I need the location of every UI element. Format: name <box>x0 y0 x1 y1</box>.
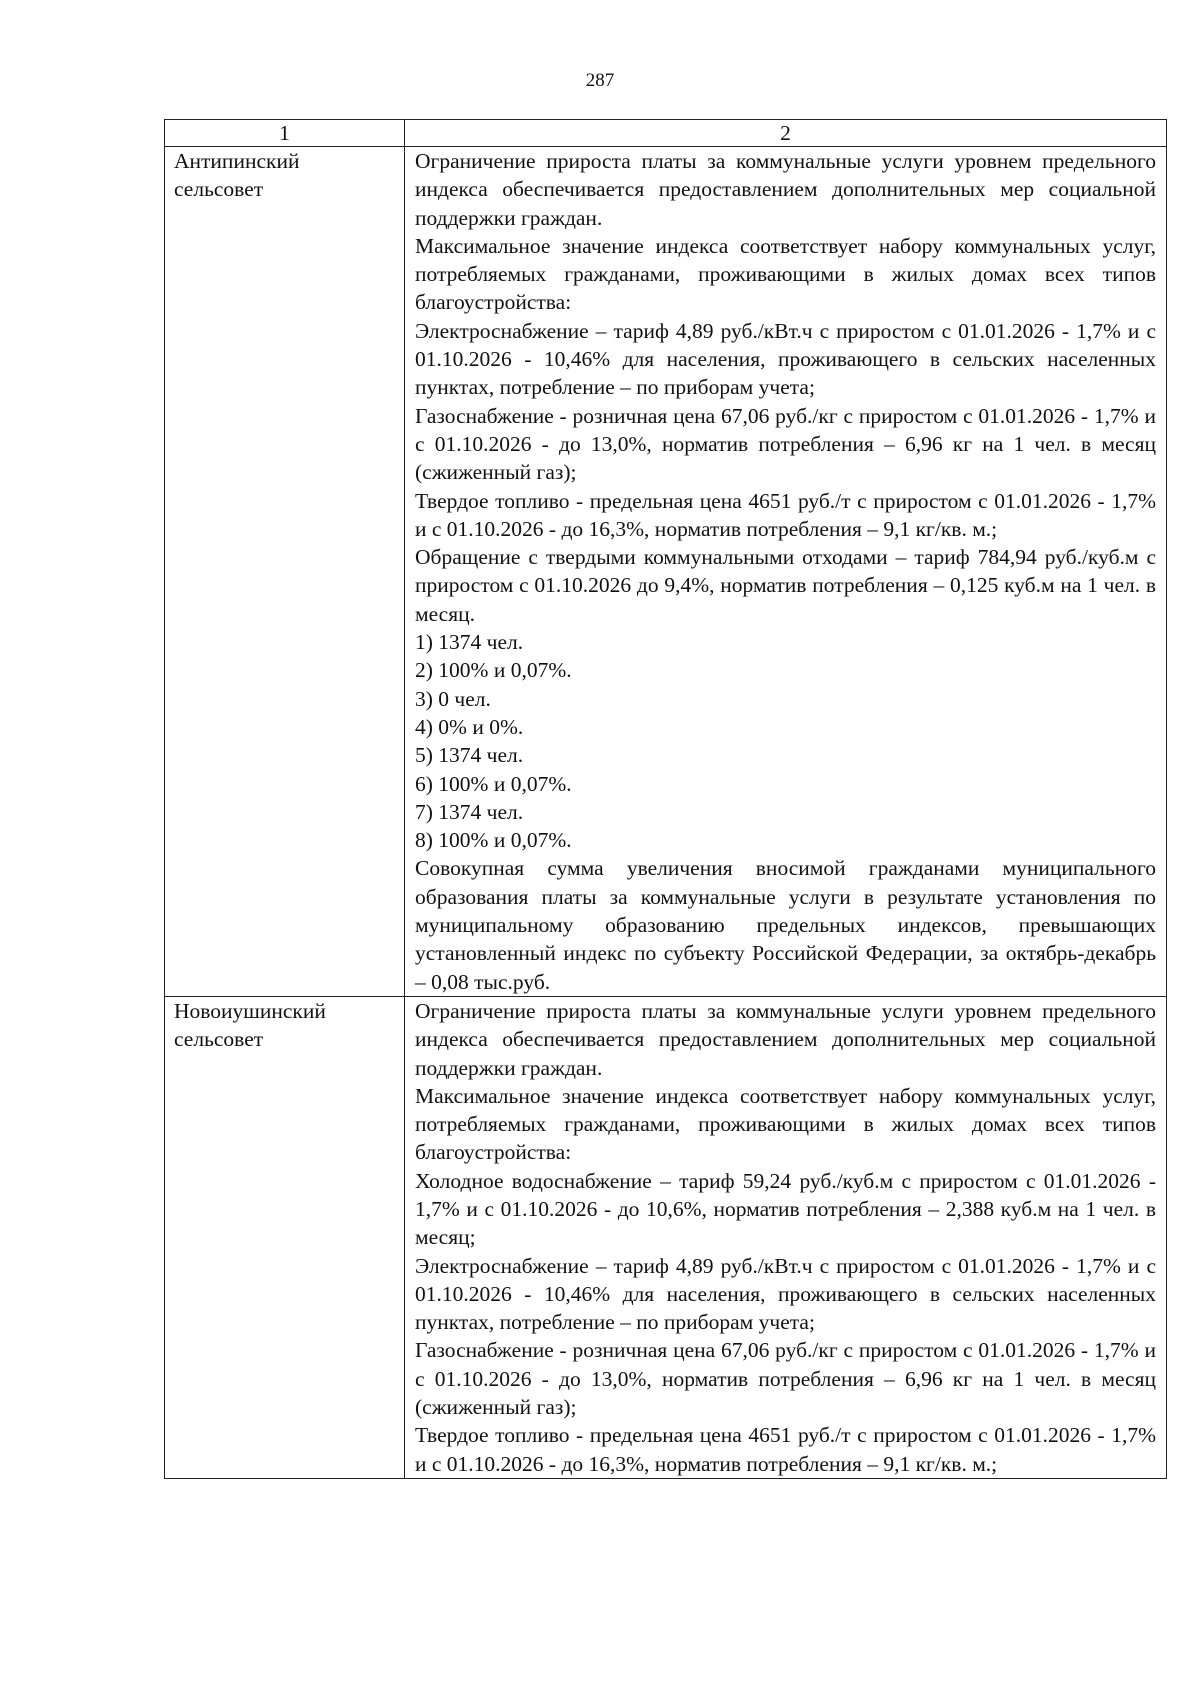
municipality-type: сельсовет <box>174 1027 264 1052</box>
municipality-type: сельсовет <box>174 177 264 202</box>
municipality-name: Антипинский <box>174 149 300 173</box>
list-item: 4) 0% и 0%. <box>415 714 524 739</box>
paragraph-electricity: Электроснабжение – тариф 4,89 руб./кВт.ч с приростом с 01.01.2026 - 1,7% и с 01.10.2026 - 10,46% для населения, проживающего в сельских населенных пунктах, потребление – по приборам учета; <box>415 318 1156 400</box>
paragraph-limit: Ограничение прироста платы за коммунальные услуги уровнем предельного индекса обеспечивается предоставлением дополнительных мер социальной поддержки граждан. <box>415 998 1156 1080</box>
column-header-2: 2 <box>405 120 1167 147</box>
column-header-1: 1 <box>165 120 405 147</box>
paragraph-solid-fuel: Твердое топливо - предельная цена 4651 руб./т с приростом с 01.01.2026 - 1,7% и с 01.10.2026 - до 16,3%, норматив потребления – 9,1 кг/кв. м.; <box>415 1423 1156 1476</box>
list-item: 3) 0 чел. <box>415 686 491 711</box>
paragraph-summary: Совокупная сумма увеличения вносимой гражданами муниципального образования платы за коммунальные услуги в результате установления по муниципальному образованию предельных индексов, превышающих установленный индекс по субъекту Российской Федерации, за октябрь-декабрь – 0,08 тыс.руб. <box>415 856 1156 994</box>
table-header-row <box>165 120 1167 147</box>
list-item: 8) 100% и 0,07%. <box>415 828 572 853</box>
list-item: 6) 100% и 0,07%. <box>415 771 572 796</box>
paragraph-waste: Обращение с твердыми коммунальными отходами – тариф 784,94 руб./куб.м с приростом с 01.10.2026 до 9,4%, норматив потребления – 0,125 куб.м на 1 чел. в месяц. <box>415 545 1156 626</box>
paragraph-gas: Газоснабжение - розничная цена 67,06 руб./кг с приростом с 01.01.2026 - 1,7% и с 01.10.2026 - до 13,0%, норматив потребления – 6,96 кг на 1 чел. в месяц (сжиженный газ); <box>415 403 1156 485</box>
paragraph-gas: Газоснабжение - розничная цена 67,06 руб./кг с приростом с 01.01.2026 - 1,7% и с 01.10.2026 - до 13,0%, норматив потребления – 6,96 кг на 1 чел. в месяц (сжиженный газ); <box>415 1338 1156 1420</box>
list-item: 7) 1374 чел. <box>415 799 524 824</box>
list-item: 1) 1374 чел. <box>415 630 524 655</box>
table-row <box>165 147 1167 997</box>
paragraph-solid-fuel: Твердое топливо - предельная цена 4651 руб./т с приростом с 01.01.2026 - 1,7% и с 01.10.2026 - до 16,3%, норматив потребления – 9,1 кг/кв. м.; <box>415 488 1156 541</box>
description-cell <box>405 996 1167 1478</box>
description-cell <box>405 147 1167 997</box>
municipality-name-cell <box>165 147 405 997</box>
paragraph-electricity: Электроснабжение – тариф 4,89 руб./кВт.ч с приростом с 01.01.2026 - 1,7% и с 01.10.2026 - 10,46% для населения, проживающего в сельских населенных пунктах, потребление – по приборам учета; <box>415 1253 1156 1335</box>
municipality-name: Новоиушинский <box>174 998 326 1023</box>
table-row <box>165 996 1167 1478</box>
list-item: 2) 100% и 0,07%. <box>415 658 572 683</box>
list-item: 5) 1374 чел. <box>415 743 524 768</box>
paragraph-cold-water: Холодное водоснабжение – тариф 59,24 руб./куб.м с приростом с 01.01.2026 - 1,7% и с 01.10.2026 - до 10,6%, норматив потребления – 2,388 куб.м на 1 чел. в месяц; <box>415 1168 1156 1250</box>
municipality-table <box>164 119 1167 1479</box>
paragraph-limit: Ограничение прироста платы за коммунальные услуги уровнем предельного индекса обеспечивается предоставлением дополнительных мер социальной поддержки граждан. <box>415 149 1156 230</box>
paragraph-max-index: Максимальное значение индекса соответствует набору коммунальных услуг, потребляемых гражданами, проживающими в жилых домах всех типов благоустройства: <box>415 233 1156 315</box>
page-number: 287 <box>585 70 615 91</box>
paragraph-max-index: Максимальное значение индекса соответствует набору коммунальных услуг, потребляемых гражданами, проживающими в жилых домах всех типов благоустройства: <box>415 1083 1156 1165</box>
municipality-name-cell <box>165 996 405 1478</box>
